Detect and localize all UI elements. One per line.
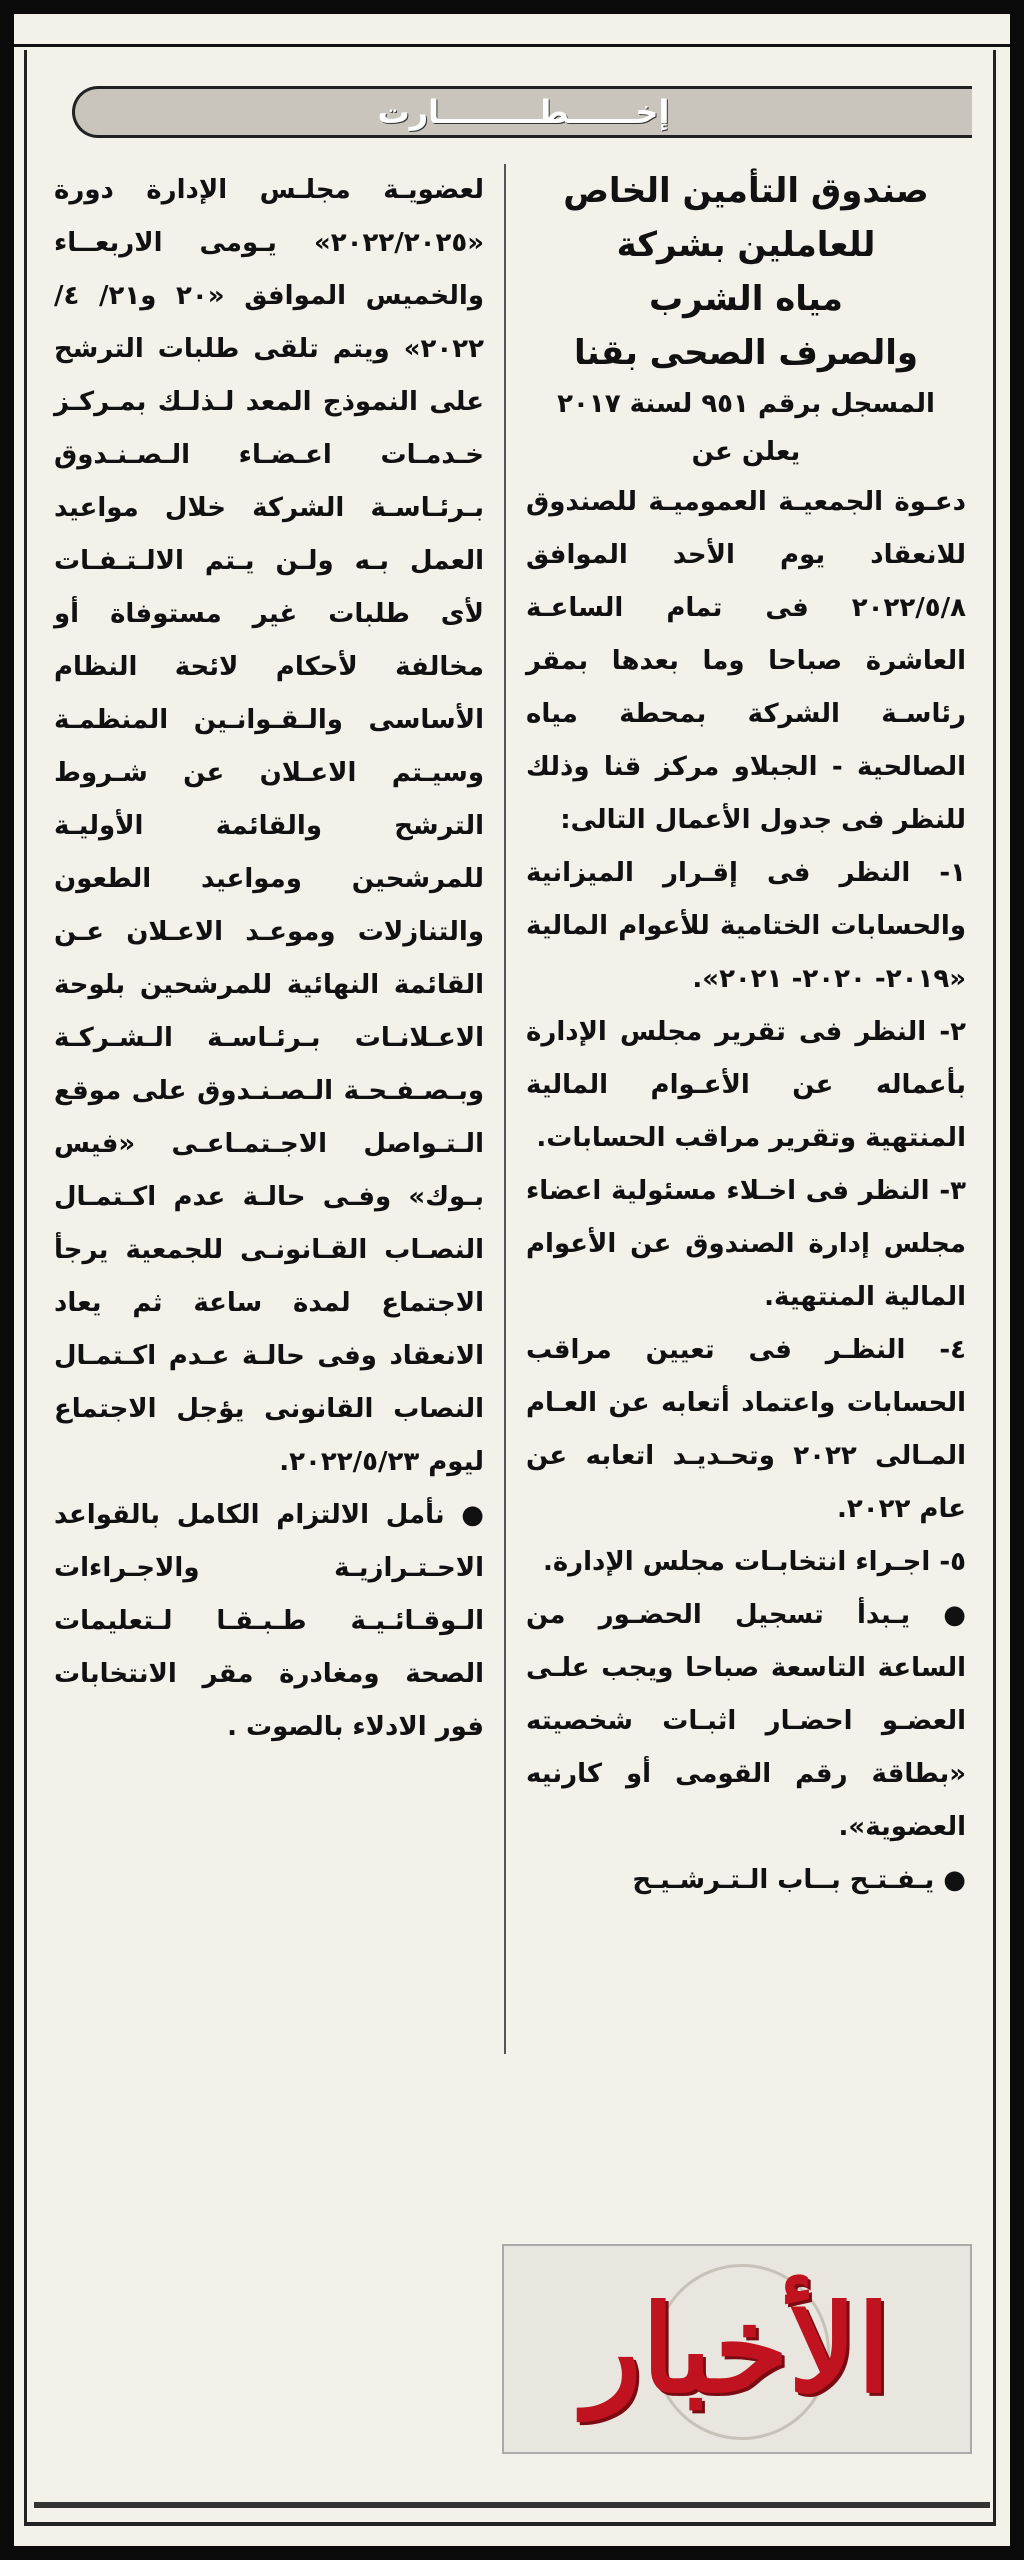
section-header [72, 86, 972, 138]
title-line: للعاملين بشركة [616, 225, 876, 265]
newspaper-clipping [14, 14, 1010, 2546]
announcement-left-column [54, 164, 484, 1754]
section-header-label: إخــــــطـــــــــارت [377, 93, 670, 131]
bullet-note: ● نأمل الالتزام الكامل بالقواعد الاحـتـرازيـة والاجـراءات الـوقـائـيـة طـبـقـا لـتعليمات الصحة ومغادرة مقر الانتخابات فور الادلاء بالصوت . [54, 1500, 484, 1742]
bullet-note: ● يـبدأ تسجيل الحضـور من الساعة التاسعة صباحا ويجب علـى العضـو احضـار اثبـات شخصيته «بطاقة رقم القومى أو كارنيه العضوية». [526, 1600, 966, 1842]
invitation-paragraph: دعـوة الجمعيـة العموميـة للصندوق للانعقاد يوم الأحد الموافق ٢٠٢٢/٥/٨ فى تمام الساعـة العاشرة صباحا وما بعدها بمقر رئاسـة الشركة بمحطة مياه الصالحية - الجبلاو مركز قنا وذلك للنظر فى جدول الأعمال التالى: [526, 487, 966, 835]
agenda-item: ٣- النظر فى اخـلاء مسئولية اعضاء مجلس إدارة الصندوق عن الأعوام المالية المنتهية. [526, 1176, 966, 1312]
announcement-title [526, 164, 966, 380]
continuation-paragraph: لعضويـة مجلـس الإدارة دورة «٢٠٢٢/٢٠٢٥» يـومى الاربعــاء والخميس الموافق «٢٠ و٢١/ ٤/ ٢٠٢٢» ويتم تلقى طلبات الترشح على النموذج المعد لـذلـك بمـركـز خـدمـات اعـضـاء الـصـنـدوق بـرئـاسـة الشركة خلال مواعيد العمل بـه ولـن يـتم الالـتـفـات لأى طلبات غير مستوفاة أو مخالفة لأحكام لائحة النظام الأساسى والـقـوانـين المنظمـة وسيـتم الاعـلان عن شـروط الترشح والقائمة الأوليـة للمرشحين ومواعيد الطعون والتنازلات وموعـد الاعـلان عـن القائمة النهائية للمرشحين بلوحة الاعـلانـات بـرئـاسـة الـشـركـة وبـصـفـحـة الـصـنـدوق على موقع الـتـواصل الاجـتمـاعـى «فيس بـوك» وفـى حالـة عدم اكـتمـال النصـاب القـانونـى للجمعية يرجأ الاجتماع لمدة ساعة ثم يعاد الانعقاد وفى حالـة عـدم اكـتمـال النصاب القانونى يؤجل الاجتماع ليوم ٢٠٢٢/٥/٢٣. [54, 175, 484, 1477]
top-border [14, 14, 1010, 47]
agenda-item: ٢- النظر فى تقرير مجلس الإدارة بأعماله عن الأعـوام المالية المنتهية وتقرير مراقب الحسابات. [526, 1017, 966, 1153]
agenda-item: ٥- اجـراء انتخابـات مجلس الإدارة. [542, 1547, 966, 1577]
bottom-rule [34, 2502, 990, 2508]
title-line: والصرف الصحى بقنا [573, 333, 919, 373]
announcement-right-column [526, 164, 966, 1907]
newspaper-logo [502, 2244, 972, 2454]
title-line: صندوق التأمين الخاص [563, 171, 929, 211]
announces-line: يعلن عن [691, 437, 801, 467]
column-divider [504, 164, 506, 2054]
title-line: مياه الشرب [649, 279, 843, 319]
bullet-note: ● يـفـتـح بــاب الـتـرشـيـح [632, 1865, 966, 1895]
agenda-item: ٤- النظـر فى تعيين مراقب الحسابات واعتماد أتعابه عن العـام المـالى ٢٠٢٢ وتحـديـد اتعابه عن عام ٢٠٢٢. [526, 1335, 966, 1524]
agenda-item: ١- النظر فى إقـرار الميزانية والحسابات الختامية للأعوام المالية «٢٠١٩- ٢٠٢٠- ٢٠٢١». [526, 858, 966, 994]
registration-line: المسجل برقم ٩٥١ لسنة ٢٠١٧ [557, 389, 935, 419]
logo-text: الأخبار [583, 2278, 891, 2420]
